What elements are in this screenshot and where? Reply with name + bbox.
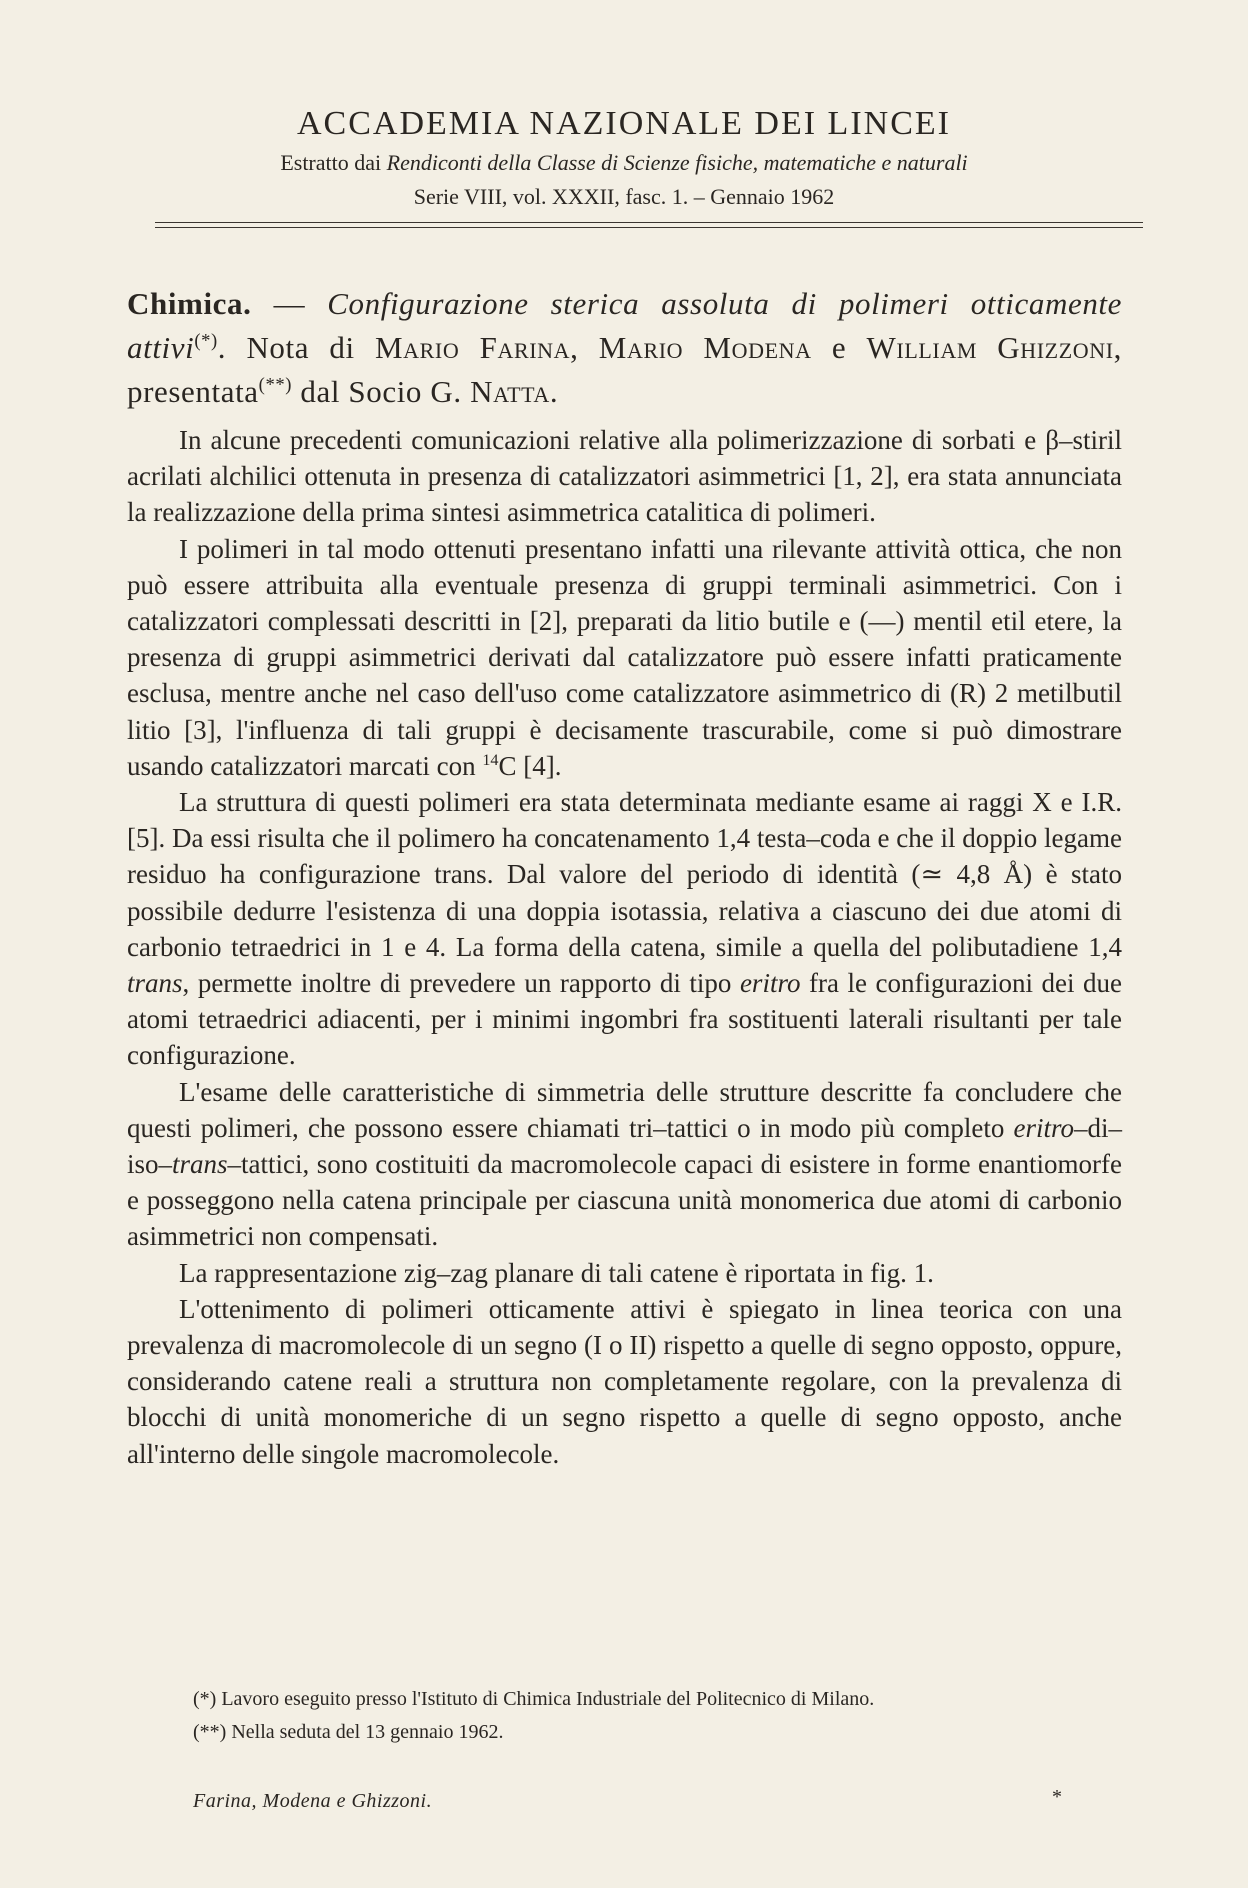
section-label: Chimica. — [127, 286, 252, 321]
running-footer: Farina, Modena e Ghizzoni. — [193, 1790, 433, 1812]
by-label: dal Socio — [292, 374, 431, 409]
header-rule-top — [155, 222, 1143, 223]
paragraph-3-end: fra le configurazioni dei due atomi tetraedrici adiacenti, per i minimi ingombri fra sostituenti laterali risultanti per tale configurazione. — [127, 968, 1123, 1071]
extract-source: Rendiconti della Classe di Scienze fisiche, matematiche e naturali — [386, 150, 968, 175]
socio-natta: G. Natta — [430, 374, 550, 409]
footnote-1: (*) Lavoro eseguito presso l'Istituto di Chimica Industriale del Politecnico di Milano. — [193, 1688, 875, 1710]
author-separator: , — [570, 330, 599, 365]
header-rule-bottom — [155, 227, 1143, 228]
eritro-term: eritro — [739, 968, 801, 999]
paragraph-4-text: L'esame delle caratteristiche di simmetria delle strutture descritte fa concludere che questi polimeri, che possono essere chiamati tri–tattici o in modo più completo — [127, 1076, 1122, 1143]
paragraph-2-end: C [4]. — [498, 750, 562, 781]
author-ghizzoni: William Ghizzoni — [866, 330, 1114, 365]
paragraph-4-text-2: –di–iso– — [127, 1112, 1122, 1180]
extract-line — [0, 148, 1248, 178]
trans-term: trans — [172, 1149, 228, 1180]
paragraph-4-end: –tattici, sono costituiti da macromolecole capaci di esistere in forme enantiomorfe e posseggono nella catena principale per ciascuna unità monomerica due atomi di carbonio asimmetrici non compensati. — [127, 1149, 1122, 1252]
extract-prefix: Estratto dai — [280, 150, 382, 175]
footnotes — [193, 1683, 1133, 1749]
trans-term: trans — [127, 968, 183, 999]
isotope-superscript: 14 — [482, 750, 499, 769]
paragraph-3-text: La struttura di questi polimeri era stata determinata mediante esame ai raggi X e I.R. [5]. Da essi risulta che il polimero ha concatenamento 1,4 testa–coda e che il doppio legame residuo ha configurazione trans. Dal valore del periodo di identità (≃ 4,8 Å) è stato possibile dedurre l'esistenza di una doppia isotassia, relativa a ciascuno dei due atomi di carbonio tetraedrici in 1 e 4. La forma della catena, simile a quella del polibutadiene 1,4 — [127, 787, 1122, 962]
title-footnote-mark: (*) — [194, 330, 218, 352]
article-body — [127, 282, 1122, 1472]
eritro-term: eritro — [1013, 1112, 1074, 1143]
paragraph-2 — [127, 531, 1122, 784]
paragraph-3-text-2: , permette inoltre di prevedere un rapporto di tipo — [182, 968, 740, 999]
author-separator: e — [811, 330, 867, 365]
paragraph-2-text: I polimeri in tal modo ottenuti presentano infatti una rilevante attività ottica, che non può essere attribuita alla eventuale presenza di gruppi terminali asimmetrici. Con i catalizzatori complessati descritti in [2], preparati da litio butile e (—) mentil etil etere, la presenza di gruppi asimmetrici derivati dal catalizzatore può essere infatti praticamente esclusa, mentre anche nel caso dell'uso come catalizzatore asimmetrico di (R) 2 metilbutil litio [3], l'influenza di tali gruppi è decisamente trascurabile, come si può dimostrare usando catalizzatori marcati con — [127, 533, 1122, 781]
signature-mark: * — [1052, 1786, 1062, 1808]
article-title-block — [127, 282, 1122, 414]
paragraph-6: L'ottenimento di polimeri otticamente attivi è spiegato in linea teorica con una prevalenza di macromolecole di un segno (I o II) rispetto a quelle di segno opposto, oppure, considerando catene reali a struttura non completamente regolare, con la prevalenza di blocchi di unità monomeriche di un segno rispetto a quelle di segno opposto, anche all'interno delle singole macromolecole. — [127, 1293, 1122, 1469]
author-modena: Mario Modena — [598, 330, 812, 365]
academy-name: ACCADEMIA NAZIONALE DEI LINCEI — [297, 105, 951, 142]
presented-label: , presentata — [127, 330, 1123, 409]
paragraph-4 — [127, 1074, 1122, 1255]
nota-label: . Nota di — [217, 330, 375, 365]
paragraph-1: In alcune precedenti comunicazioni relative alla polimerizzazione di sorbati e β–stiril acrilati alchilici ottenuta in presenza di catalizzatori asimmetrici [1, 2], era stata annunciata la realizzazione della prima sintesi asimmetrica catalitica di polimeri. — [127, 425, 1122, 528]
title-end: . — [549, 374, 559, 409]
paragraph-5: La rappresentazione zig–zag planare di tali catene è riportata in fig. 1. — [179, 1257, 934, 1288]
journal-header — [0, 104, 1248, 212]
footnote-2: (**) Nella seduta del 13 gennaio 1962. — [193, 1721, 504, 1743]
article-title: Configurazione sterica assoluta di polimeri otticamente attivi — [127, 286, 1122, 365]
paragraph-3 — [127, 784, 1122, 1074]
series-line: Serie VIII, vol. XXXII, fasc. 1. – Gennaio 1962 — [413, 184, 835, 209]
title-dash: — — [251, 286, 328, 321]
presented-footnote-mark: (**) — [258, 374, 293, 396]
author-farina: Mario Farina — [375, 330, 571, 365]
